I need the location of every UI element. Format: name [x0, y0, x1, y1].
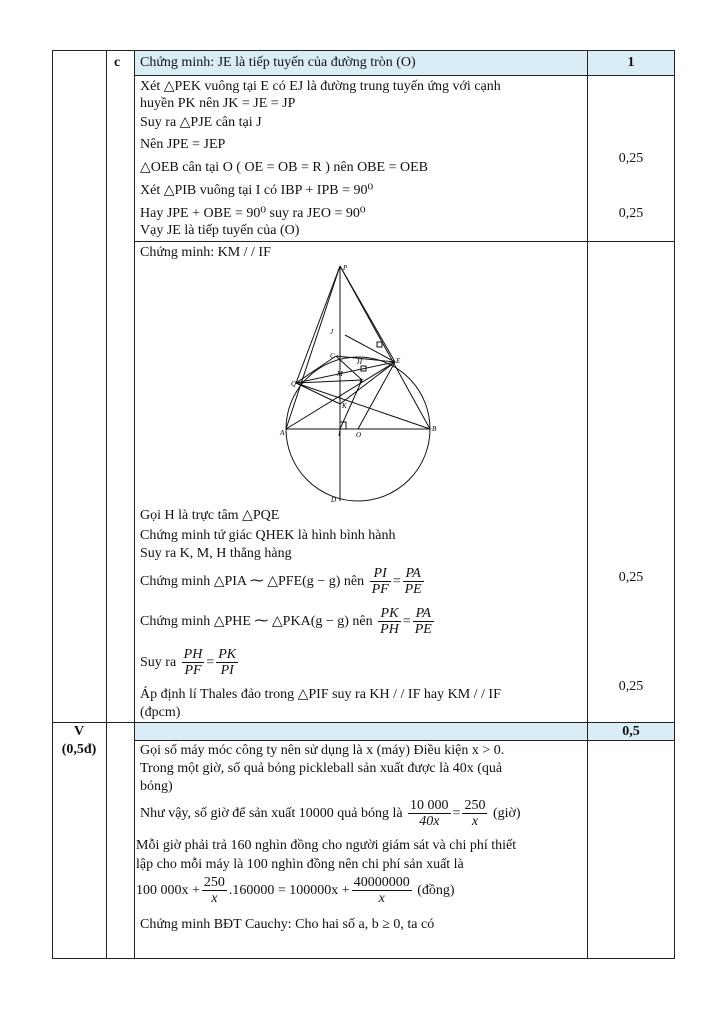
fraction: $\frac{PK}{PH}$ — [380, 606, 399, 638]
col-border-part — [106, 50, 107, 959]
fraction: $\frac{PI}{PF}$ — [371, 566, 389, 598]
score-cell: 0,25 — [618, 679, 644, 694]
row-c-header-border — [134, 75, 674, 76]
fraction: $\frac{PH}{PF}$ — [183, 647, 203, 679]
label-p: P — [343, 264, 348, 272]
proof-line: huyền PK nên JK = JE = JP — [140, 96, 296, 111]
table-top-border — [52, 50, 674, 51]
part-c-score: 1 — [627, 55, 635, 70]
part-c-title: Chứng minh: JE là tiếp tuyến của đường tròn (O) — [140, 55, 416, 70]
cost-line: Mỗi giờ phải trả 160 nghìn đồng cho người giám sát và chi phí thiết — [136, 838, 517, 853]
proof-line: △OEB cân tại O ( OE = OB = R ) nên OBE = OEB — [140, 160, 428, 175]
row-c-end-border — [134, 241, 674, 242]
col-border-score — [587, 50, 588, 959]
proof-line: Gọi H là trực tâm △PQE — [140, 508, 280, 523]
sim1-text: Chứng minh △PIA ⁓ △PFE(g − g) nên — [140, 574, 365, 589]
fraction: $\frac{PA}{PE}$ — [414, 606, 432, 638]
cost-expr-b: .160000 = 100000x + — [228, 883, 350, 898]
label-j: J — [330, 328, 334, 336]
sim2-text: Chứng minh △PHE ⁓ △PKA(g − g) nên — [140, 614, 373, 629]
proof-line: Hay JPE + OBE = 90⁰ suy ra JEO = 90⁰ — [140, 206, 366, 221]
label-e: E — [396, 357, 401, 365]
cauchy-line: Chứng minh BĐT Cauchy: Cho hai số a, b ≥ 0, ta có — [140, 917, 435, 932]
proof-line: Suy ra K, M, H thẳng hàng — [140, 546, 292, 561]
hours-text: Như vậy, số giờ để sản xuất 10000 quả bóng là — [140, 806, 403, 821]
label-d: D — [331, 496, 337, 504]
label-i: I — [338, 430, 341, 438]
fraction: $\frac{PA}{PE}$ — [404, 566, 422, 598]
thales-line: Áp định lí Thales đảo trong △PIF suy ra KH / / IF hay KM / / IF — [140, 687, 501, 702]
proof-line: Gọi số máy móc công ty nên sử dụng là x (máy) Điều kiện x > 0. — [140, 743, 505, 758]
conclude-text: Suy ra — [140, 655, 177, 670]
col-border-left — [52, 50, 53, 959]
proof-line: Suy ra △PJE cân tại J — [140, 115, 262, 130]
row-v-header-border — [134, 740, 674, 741]
cost-expression — [136, 873, 455, 909]
hours-unit: (giờ) — [492, 806, 521, 821]
conclude-line: Suy ra $\frac{PH}{PF}$ = $\frac{PK}{PI}$ — [140, 647, 237, 679]
cost-expr-a: 100 000x + — [136, 883, 200, 898]
label-a: A — [280, 429, 285, 437]
label-f: F — [359, 378, 364, 386]
km-title: Chứng minh: KM / / IF — [140, 245, 271, 260]
cost-unit: (đồng) — [417, 883, 455, 898]
cost-line: lập cho mỗi máy là 100 nghìn đồng nên chi phí sản xuất là — [136, 857, 464, 872]
label-k: K — [342, 402, 347, 410]
proof-line: Nên JPE = JEP — [140, 137, 226, 152]
proof-line: Vạy JE là tiếp tuyến của (O) — [140, 223, 300, 238]
qed-line: (đpcm) — [140, 705, 181, 720]
score-cell: 0,25 — [618, 151, 644, 166]
section-v-score: 0,5 — [622, 724, 640, 739]
fraction: $\frac{250}{x}$ — [203, 875, 225, 907]
fraction: $\frac{250}{x}$ — [464, 798, 486, 830]
col-border-content — [134, 50, 135, 959]
geometry-figure — [270, 258, 450, 508]
fraction: $\frac{40000000}{x}$ — [353, 875, 410, 907]
proof-line: Xét △PIB vuông tại I có IBP + IPB = 90⁰ — [140, 183, 374, 198]
label-c: C — [330, 352, 335, 360]
similarity-line-2: Chứng minh △PHE ⁓ △PKA(g − g) nên $\frac{PK}{PH}$ = $\frac{PA}{PE}$ — [140, 606, 432, 638]
label-m: M — [337, 370, 343, 378]
proof-line: Xét △PEK vuông tại E có EJ là đường trung tuyến ứng với cạnh — [140, 79, 501, 94]
table-bottom-border — [52, 958, 674, 959]
fraction: $\frac{10 000}{40x}$ — [410, 798, 449, 830]
section-v-points: (0,5đ) — [61, 742, 97, 757]
proof-line: Chứng minh tứ giác QHEK là hình bình hành — [140, 528, 396, 543]
score-cell: 0,25 — [618, 570, 644, 585]
hours-line: Như vậy, số giờ để sản xuất 10000 quả bóng là $\frac{10 000}{40x}$ = $\frac{250}{x}$ (giờ) — [140, 798, 521, 830]
section-v-border — [52, 722, 674, 723]
score-cell: 0,25 — [618, 206, 644, 221]
label-q: Q — [291, 380, 297, 388]
col-border-right — [674, 50, 675, 959]
section-v-label: V — [73, 724, 85, 739]
label-h: H — [357, 358, 363, 366]
fraction: $\frac{PK}{PI}$ — [218, 647, 237, 679]
similarity-line-1: Chứng minh △PIA ⁓ △PFE(g − g) nên $\frac{PI}{PF}$ = $\frac{PA}{PE}$ — [140, 566, 422, 598]
proof-line: bóng) — [140, 779, 173, 794]
part-label-c: c — [114, 55, 121, 70]
proof-line: Trong một giờ, số quả bóng pickleball sản xuất được là 40x (quả — [140, 761, 503, 776]
label-o: O — [356, 431, 362, 439]
label-b: B — [432, 425, 437, 433]
